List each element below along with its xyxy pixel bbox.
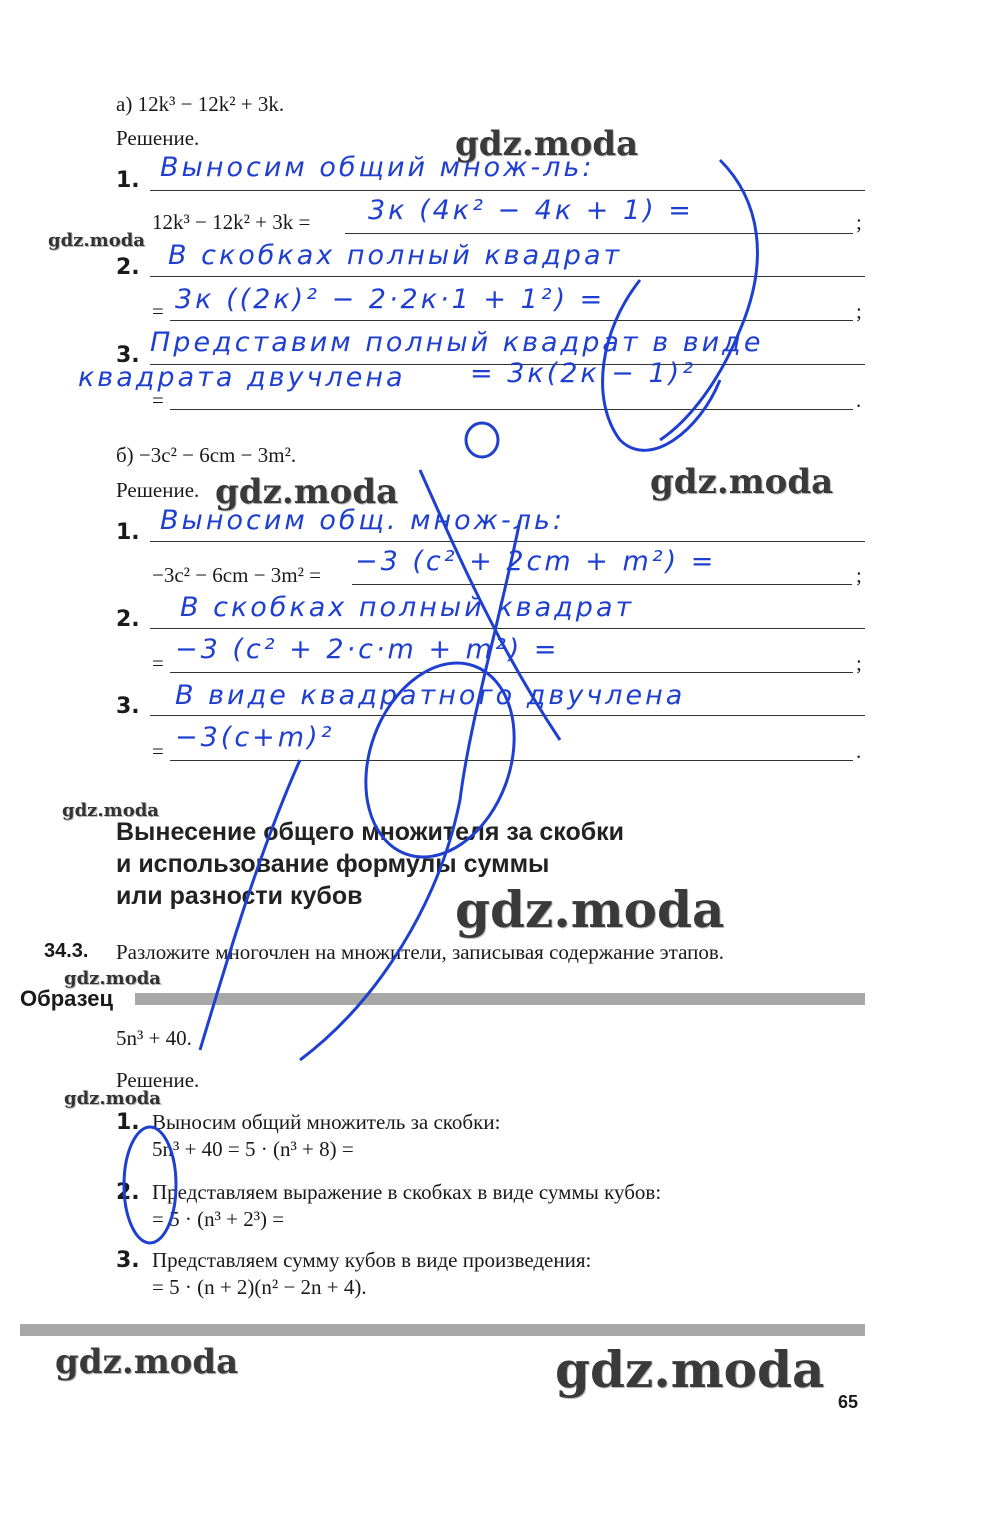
watermark: gdz.moda [64,1088,161,1109]
handwritten-step-a2: В скобках полный квадрат [168,240,623,271]
watermark: gdz.moda [215,472,399,512]
step-number: 1. [116,1110,140,1135]
watermark: gdz.moda [455,124,639,164]
page-number: 65 [838,1392,859,1412]
watermark: gdz.moda [62,800,159,821]
section-title-line-3: или разности кубов [116,882,363,910]
period: . [856,388,862,412]
step-number: 3. [116,1248,140,1273]
equals-sign: = [152,651,164,675]
handwritten-answer-a2: 3к ((2к)² − 2·2к·1 + 1²) = [175,284,606,315]
sample-bar [135,993,865,1005]
answer-line [170,760,853,761]
expression-b: −3c² − 6cm − 3m² = [152,563,322,587]
semicolon: ; [856,651,862,675]
task-b: б) −3c² − 6cm − 3m². [116,443,297,467]
step-number: 2. [116,607,140,632]
equals-sign: = [152,299,164,323]
handwritten-step-a3-cont: квадрата двучлена [78,362,406,393]
step-number: 3. [116,694,140,719]
sample-label: Образец [20,986,114,1011]
watermark: gdz.moda [64,968,161,989]
step-number: 3. [116,343,140,368]
handwritten-step-a3: Представим полный квадрат в виде [150,327,764,358]
watermark: gdz.moda [455,880,725,939]
answer-line [345,233,853,234]
sample-step-1: Выносим общий множитель за скобки: [152,1110,501,1134]
watermark: gdz.moda [555,1340,825,1399]
sample-solution-label: Решение. [116,1068,200,1092]
watermark: gdz.moda [55,1342,239,1382]
equals-sign: = [152,739,164,763]
answer-line [150,276,865,277]
handwritten-answer-a1: 3к (4к² − 4к + 1) = [368,195,694,226]
section-title-line-1: Вынесение общего множителя за скобки [116,818,625,846]
handwritten-answer-b1: −3 (c² + 2cm + m²) = [355,546,717,577]
answer-line [150,541,865,542]
sample-step-3: Представляем сумму кубов в виде произведения: [152,1248,592,1272]
semicolon: ; [856,210,862,234]
handwritten-step-b1: Выносим общ. множ-ль: [160,505,565,536]
handwritten-answer-b2: −3 (c² + 2·c·m + m²) = [175,634,560,665]
handwritten-step-a1: Выносим общий множ-ль: [160,152,595,183]
answer-line [352,584,852,585]
handwritten-step-b2: В скобках полный квадрат [180,592,635,623]
semicolon: ; [856,299,862,323]
answer-line [150,715,865,716]
answer-line [170,320,853,321]
footer-bar [20,1324,865,1336]
answer-line [150,628,865,629]
expression-a: 12k³ − 12k² + 3k = [152,210,311,234]
step-number: 2. [116,255,140,280]
pen-stroke [466,423,498,457]
handwritten-answer-a3: = 3к(2к − 1)² [470,358,697,389]
sample-step-1-expr: 5n³ + 40 = 5 · (n³ + 8) = [152,1137,354,1161]
solution-label-a: Решение. [116,126,200,150]
watermark: gdz.moda [650,462,834,502]
sample-step-2-expr: = 5 · (n³ + 2³) = [152,1207,285,1231]
sample-task: 5n³ + 40. [116,1026,192,1050]
watermark: gdz.moda [48,230,145,251]
handwritten-step-b3: В виде квадратного двучлена [175,680,686,711]
semicolon: ; [856,563,862,587]
answer-line [170,409,853,410]
step-number: 2. [116,1180,140,1205]
sample-step-2: Представляем выражение в скобках в виде суммы кубов: [152,1180,662,1204]
task-a: а) 12k³ − 12k² + 3k. [116,92,285,116]
answer-line [150,190,865,191]
period: . [856,739,862,763]
handwritten-answer-b3: −3(c+m)² [175,722,335,753]
exercise-number: 34.3. [44,940,89,962]
answer-line [170,672,853,673]
exercise-text: Разложите многочлен на множители, записывая содержание этапов. [116,940,725,964]
section-title-line-2: и использование формулы суммы [116,850,550,878]
sample-step-3-expr: = 5 · (n + 2)(n² − 2n + 4). [152,1275,367,1299]
equals-sign: = [152,388,164,412]
solution-label-b: Решение. [116,478,200,502]
step-number: 1. [116,168,140,193]
step-number: 1. [116,520,140,545]
